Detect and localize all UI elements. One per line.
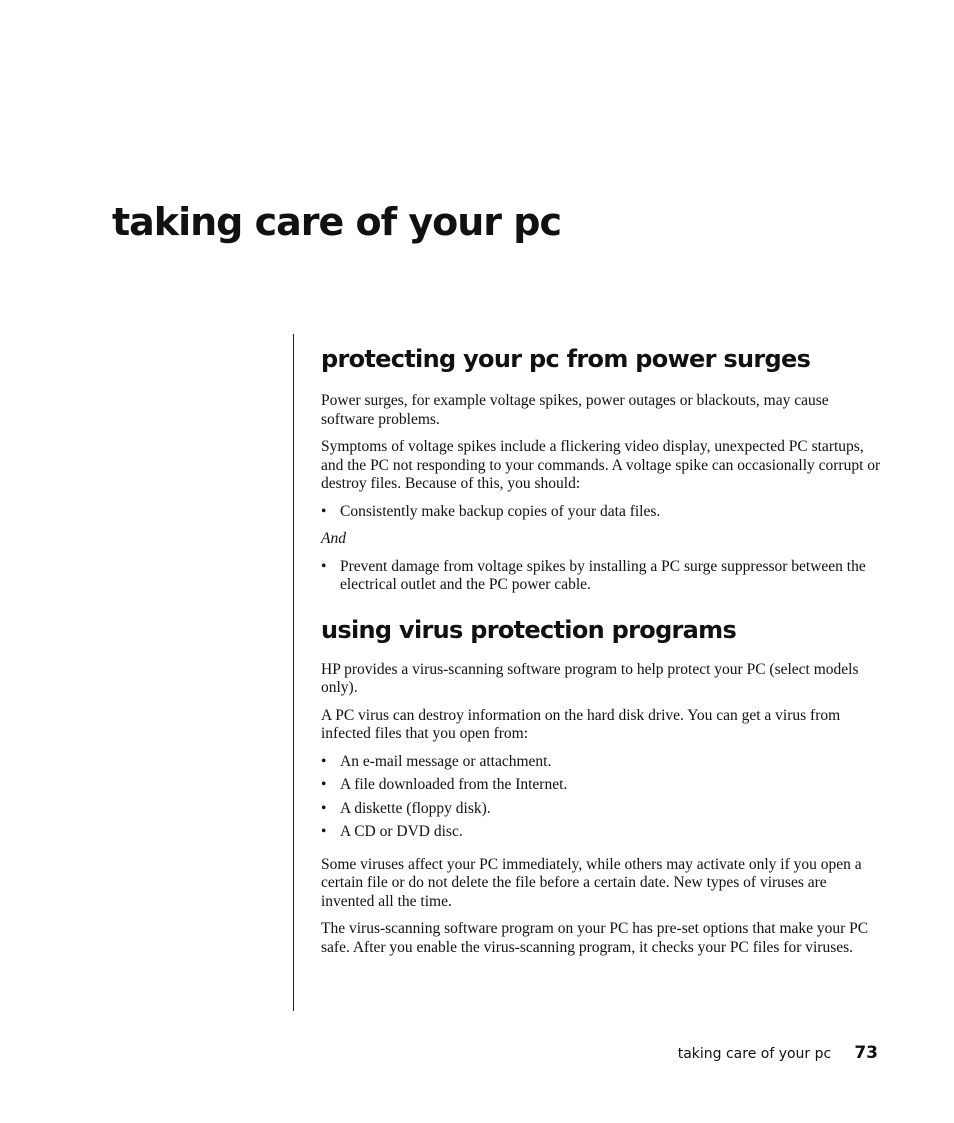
bullet-icon: • [321, 752, 327, 770]
page-footer [678, 1043, 878, 1063]
list-item [321, 776, 881, 795]
body-paragraph: A PC virus can destroy information on the hard disk drive. You can get a virus from infected files that you open from: [321, 706, 841, 742]
list-item-text: A CD or DVD disc. [340, 823, 463, 840]
bullet-icon: • [321, 502, 327, 520]
bullet-list [321, 503, 881, 522]
page-number: 73 [854, 1043, 878, 1063]
list-item-text: A file downloaded from the Internet. [340, 776, 568, 793]
margin-rule [293, 334, 294, 1011]
page-body [321, 336, 881, 966]
list-item [321, 753, 881, 772]
body-paragraph: Some viruses affect your PC immediately, while others may activate only if you open a certain file or do not delete the file before a certain date. New types of viruses are invented all the time. [321, 855, 862, 910]
section-heading: using virus protection programs [321, 615, 737, 644]
body-paragraph: The virus-scanning software program on your PC has pre-set options that make your PC safe. After you enable the virus-scanning program, it checks your PC files for viruses. [321, 920, 869, 956]
connector-text: And [321, 530, 346, 547]
section-heading: protecting your pc from power surges [321, 345, 811, 373]
bullet-icon: • [321, 799, 327, 817]
list-item [321, 800, 881, 819]
list-item-text: Prevent damage from voltage spikes by installing a PC surge suppressor between the electrical outlet and the PC power cable. [340, 557, 866, 593]
bullet-icon: • [321, 776, 327, 793]
bullet-icon: • [321, 557, 327, 575]
list-item [321, 503, 881, 522]
list-item-text: An e-mail message or attachment. [340, 752, 552, 770]
list-item-text: Consistently make backup copies of your data files. [340, 502, 661, 520]
bullet-icon: • [321, 823, 327, 840]
body-paragraph: Symptoms of voltage spikes include a flickering video display, unexpected PC startups, and the PC not responding to your commands. A voltage spike can occasionally corrupt or destroy files. Because of this, you should: [321, 438, 881, 492]
chapter-title: taking care of your pc [112, 200, 561, 244]
running-title: taking care of your pc [677, 1046, 832, 1062]
bullet-list [321, 558, 881, 595]
section-virus-protection [321, 607, 881, 958]
body-paragraph: HP provides a virus-scanning software program to help protect your PC (select models only). [321, 660, 859, 696]
list-item [321, 823, 881, 842]
list-item [321, 558, 881, 595]
list-item-text: A diskette (floppy disk). [340, 799, 491, 817]
bullet-list [321, 753, 881, 842]
body-paragraph: Power surges, for example voltage spikes, power outages or blackouts, may cause software problems. [321, 392, 829, 428]
section-power-surges [321, 336, 881, 595]
